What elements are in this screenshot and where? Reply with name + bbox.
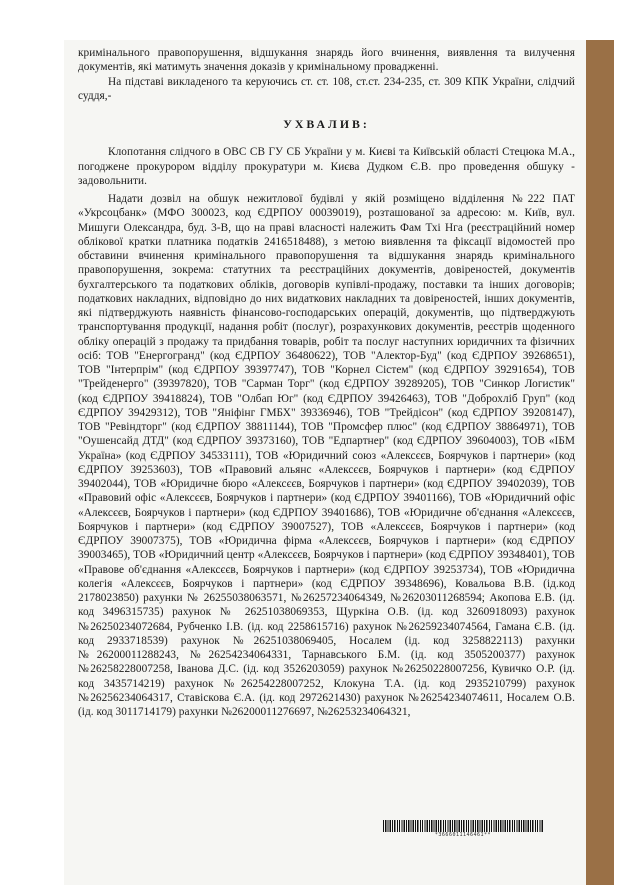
intro-paragraph: кримінального правопорушення, відшукання знарядь його вчинення, виявлення та вилучення документів, які матимуть значення доказів у кримінальному провадженні. bbox=[78, 47, 575, 74]
ruling-paragraph-1: Клопотання слідчого в ОВС СВ ГУ СБ України у м. Києві та Київській області Стецюка М.А., погоджене прокурором відділу прокуратури м. Києва Дудком Є.В. про проведення обшуку - задовольнити. bbox=[78, 146, 575, 187]
document-page bbox=[64, 40, 586, 885]
barcode bbox=[383, 820, 543, 832]
basis-paragraph: На підставі викладеного та керуючись ст. ст. 108, ст.ст. 234-235, ст. 309 КПК України, слідчий суддя,- bbox=[78, 75, 575, 102]
ruling-heading: УХВАЛИВ: bbox=[283, 117, 370, 131]
ruling-paragraph-2: Надати дозвіл на обшук нежитлової будівлі у якій розміщено відділення №222 ПАТ «Укрсоцбанк» (МФО 300023, код ЄДРПОУ 00039019), розташованої за адресою: м. Київ, вул. Мишуги Олександра, буд. 3-В, що на праві власності належить Фам Тхі Нга (реєстраційний номер облікової кратки платника податків 2416518488), з метою виявлення та фіксації відомостей про обставини вчинення кримінального правопорушення та відшукання знарядь кримінального правопорушення, зокрема: статутних та реєстраційних документів, довіреностей, документів бухгалтерського та податкових обліків, договорів купівлі-продажу, поставки та інших договорів; податкових накладних, відповідно до них видаткових накладних та довіреностей, інших документів, які підтверджують наявність фінансово-господарських операцій, документів, що підтверджують транспортування продукції, надання робіт (послуг), розрахункових документів, реєстрів щоденного обліку операцій з продажу та придбання товарів, робіт та послуг наступних юридичних та фізичних осіб: ТОВ "Енергогранд" (код ЄДРПОУ 36480622), ТОВ "Алектор-Буд" (код ЄДРПОУ 39268651), ТОВ "Інтерпрім" (код ЄДРПОУ 39397747), ТОВ "Корнел Сістем" (код ЄДРПОУ 39291654), ТОВ "Трейденерго" (39397820), ТОВ "Сарман Торг" (код ЄДРПОУ 39289205), ТОВ "Синкор Логистик" (код ЄДРПОУ 39418824), ТОВ "Олбап Юг" (код ЄДРПОУ 39426463), ТОВ "Доброхліб Груп" (код ЄДРПОУ 39429312), ТОВ "Яніфінг ГМБХ" 39336946), ТОВ "Трейдісон" (код ЄДРПОУ 39208147), ТОВ "Ревіндторг" (код ЄДРПОУ 38811144), ТОВ "Промсфер плюс" (код ЄДРПОУ 38864971), ТОВ "Оушенсайд ДТД" (код ЄДРПОУ 39373160), ТОВ "Едпартнер" (код ЄДРПОУ 39604003), ТОВ «ІБМ Україна» (код ЄДРПОУ 34533111), ТОВ «Юридичний союз «Алексєєв, Боярчуков і партнери» (код ЄДРПОУ 39253603), ТОВ «Правовий альянс «Алексєєв, Боярчуков і партнери» (код ЄДРПОУ 39402044), ТОВ «Юридичне бюро «Алексєєв, Боярчуков і партнери» (код ЄДРПОУ 39402039), ТОВ «Правовий офіс «Алексєєв, Боярчуков і партнери» (код ЄДРПОУ 39401166), ТОВ «Юридичний офіс «Алексєєв, Боярчуков і партнери» (код ЄДРПОУ 39401686), ТОВ «Юридичне об'єднання «Алексєєв, Боярчуков і партнери» (код ЄДРПОУ 39007527), ТОВ «Алексєєв, Боярчуков і партнери» (код ЄДРПОУ 39007375), ТОВ «Юридична фірма «Алексєєв, Боярчуков і партнери» (код ЄДРПОУ 39003465), ТОВ «Юридичний центр «Алексєєв, Боярчуков і партнери» (код ЄДРПОУ 39348401), ТОВ «Правове об'єднання «Алексєєв, Боярчуков і партнери» (код ЄДРПОУ 39253734), ТОВ «Юридична колегія «Алексєєв, Боярчуков і партнери» (код ЄДРПОУ 39348696), Ковальова В.В. (ід.код 2178023850) рахунки № 26255038063571, №26257234064349, №26203011268594; Акопова Е.В. (ід. код 3496315735) рахунок № 26251038069353, Щуркіна О.В. (ід. код 3260918093) рахунок №26250234072684, Рубченко І.В. (ід. код 2258615716) рахунок №26259234074564, Гамана Є.В. (ід. код 2933718539) рахунок №26251038069405, Носалем (ід. код 3258822113) рахунки №26200011288243, №26254234064331, Тарнавського Б.М. (ід. код 3505200377) рахунок №26258228007258, Іванова Д.С. (ід. код 3526203059) рахунок №26250228007256, Кувичко О.Р. (ід. код 3435714219) рахунок №26254228007252, Клокуна Т.А. (ід. код 2935210799) рахунок №26256234064317, Ставіскова Є.А. (ід. код 2972621430) рахунок №26254234074611, Носалем О.В. (ід. код 3011714179) рахунки №26200011276697, №26253234064321, bbox=[78, 193, 575, 718]
scan-edge-background bbox=[586, 40, 614, 885]
barcode-caption: *3666011146461** bbox=[434, 832, 492, 838]
document-body bbox=[78, 46, 575, 719]
